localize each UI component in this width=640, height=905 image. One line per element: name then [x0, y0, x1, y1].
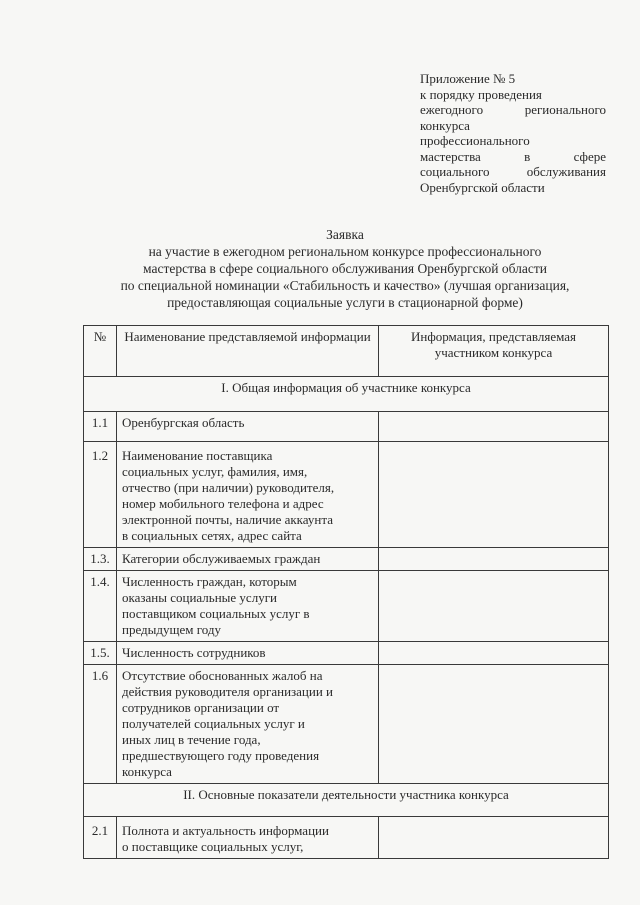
row-name-line: предшествующего году проведения — [122, 748, 320, 763]
row-info-cell[interactable] — [379, 412, 609, 442]
table-row — [84, 665, 609, 784]
title-line: по специальной номинации «Стабильность и качество» (лучшая организация, — [120, 278, 570, 293]
row-number: 1.1 — [84, 412, 117, 442]
row-name-line: иных лиц в течение года, — [122, 732, 261, 747]
table-row — [84, 642, 609, 665]
appendix-line: ежегодного регионального — [420, 102, 606, 117]
section-row — [84, 784, 609, 817]
row-name — [117, 642, 379, 665]
table-row — [84, 412, 609, 442]
title-heading: Заявка — [326, 227, 364, 242]
row-name-line: Категории обслуживаемых граждан — [122, 551, 321, 566]
section-title: II. Основные показатели деятельности участника конкурса — [84, 784, 609, 817]
row-name — [117, 412, 379, 442]
appendix-line: Оренбургской области — [420, 179, 545, 195]
title-line: предоставляющая социальные услуги в стационарной форме) — [167, 295, 523, 310]
row-name-line: в социальных сетях, адрес сайта — [122, 528, 302, 543]
header-name: Наименование представляемой информации — [117, 326, 379, 377]
row-info-cell[interactable] — [379, 571, 609, 642]
appendix-line: социального обслуживания — [420, 164, 606, 179]
section-title: I. Общая информация об участнике конкурса — [84, 377, 609, 412]
row-name-line: Наименование поставщика — [122, 448, 273, 463]
appendix-line: к порядку проведения — [420, 86, 542, 102]
row-info-cell[interactable] — [379, 665, 609, 784]
row-info-cell[interactable] — [379, 442, 609, 548]
row-name-line: Полнота и актуальность информации — [122, 823, 329, 838]
table-header-row — [84, 326, 609, 377]
header-info: Информация, представляемая участником конкурса — [379, 326, 609, 377]
table-row — [84, 548, 609, 571]
row-name — [117, 571, 379, 642]
row-name-line: предыдущем году — [122, 622, 222, 637]
application-form-table — [83, 325, 609, 859]
row-name-line: о поставщике социальных услуг, — [122, 839, 304, 854]
row-name-line: электронной почты, наличие аккаунта — [122, 512, 333, 527]
appendix-line: конкурса — [420, 117, 470, 133]
row-number: 1.2 — [84, 442, 117, 548]
row-name-line: конкурса — [122, 764, 172, 779]
appendix-line: Приложение № 5 — [420, 71, 516, 86]
row-name-line: Численность граждан, которым — [122, 574, 297, 589]
row-name-line: Численность сотрудников — [122, 645, 266, 660]
row-name-line: Отсутствие обоснованных жалоб на — [122, 668, 323, 683]
row-name — [117, 665, 379, 784]
appendix-line: мастерства в сфере — [420, 148, 606, 164]
appendix-line: профессионального — [420, 133, 530, 148]
section-row — [84, 377, 609, 412]
title-line: мастерства в сфере социального обслуживания Оренбургской области — [143, 261, 547, 276]
row-number: 2.1 — [84, 817, 117, 859]
row-name-line: оказаны социальные услуги — [122, 590, 277, 605]
row-name — [117, 817, 379, 859]
row-info-cell[interactable] — [379, 548, 609, 571]
row-number: 1.5. — [84, 642, 117, 665]
row-name — [117, 442, 379, 548]
row-number: 1.4. — [84, 571, 117, 642]
row-number: 1.3. — [84, 548, 117, 571]
row-name-line: номер мобильного телефона и адрес — [122, 496, 324, 511]
row-info-cell[interactable] — [379, 642, 609, 665]
row-name-line: действия руководителя организации и — [122, 684, 334, 699]
table-row — [84, 817, 609, 859]
row-number: 1.6 — [84, 665, 117, 784]
row-name-line: сотрудников организации от — [122, 700, 280, 715]
row-name — [117, 548, 379, 571]
row-name-line: социальных услуг, фамилия, имя, — [122, 464, 308, 479]
row-info-cell[interactable] — [379, 817, 609, 859]
row-name-line: получателей социальных услуг и — [122, 716, 305, 731]
row-name-line: Оренбургская область — [122, 415, 245, 430]
header-num: № — [84, 326, 117, 377]
appendix-header — [420, 71, 606, 195]
table-row — [84, 571, 609, 642]
row-name-line: отчество (при наличии) руководителя, — [122, 480, 335, 495]
row-name-line: поставщиком социальных услуг в — [122, 606, 310, 621]
title-line: на участие в ежегодном региональном конкурсе профессионального — [148, 244, 542, 259]
application-title — [60, 226, 630, 311]
table-row — [84, 442, 609, 548]
